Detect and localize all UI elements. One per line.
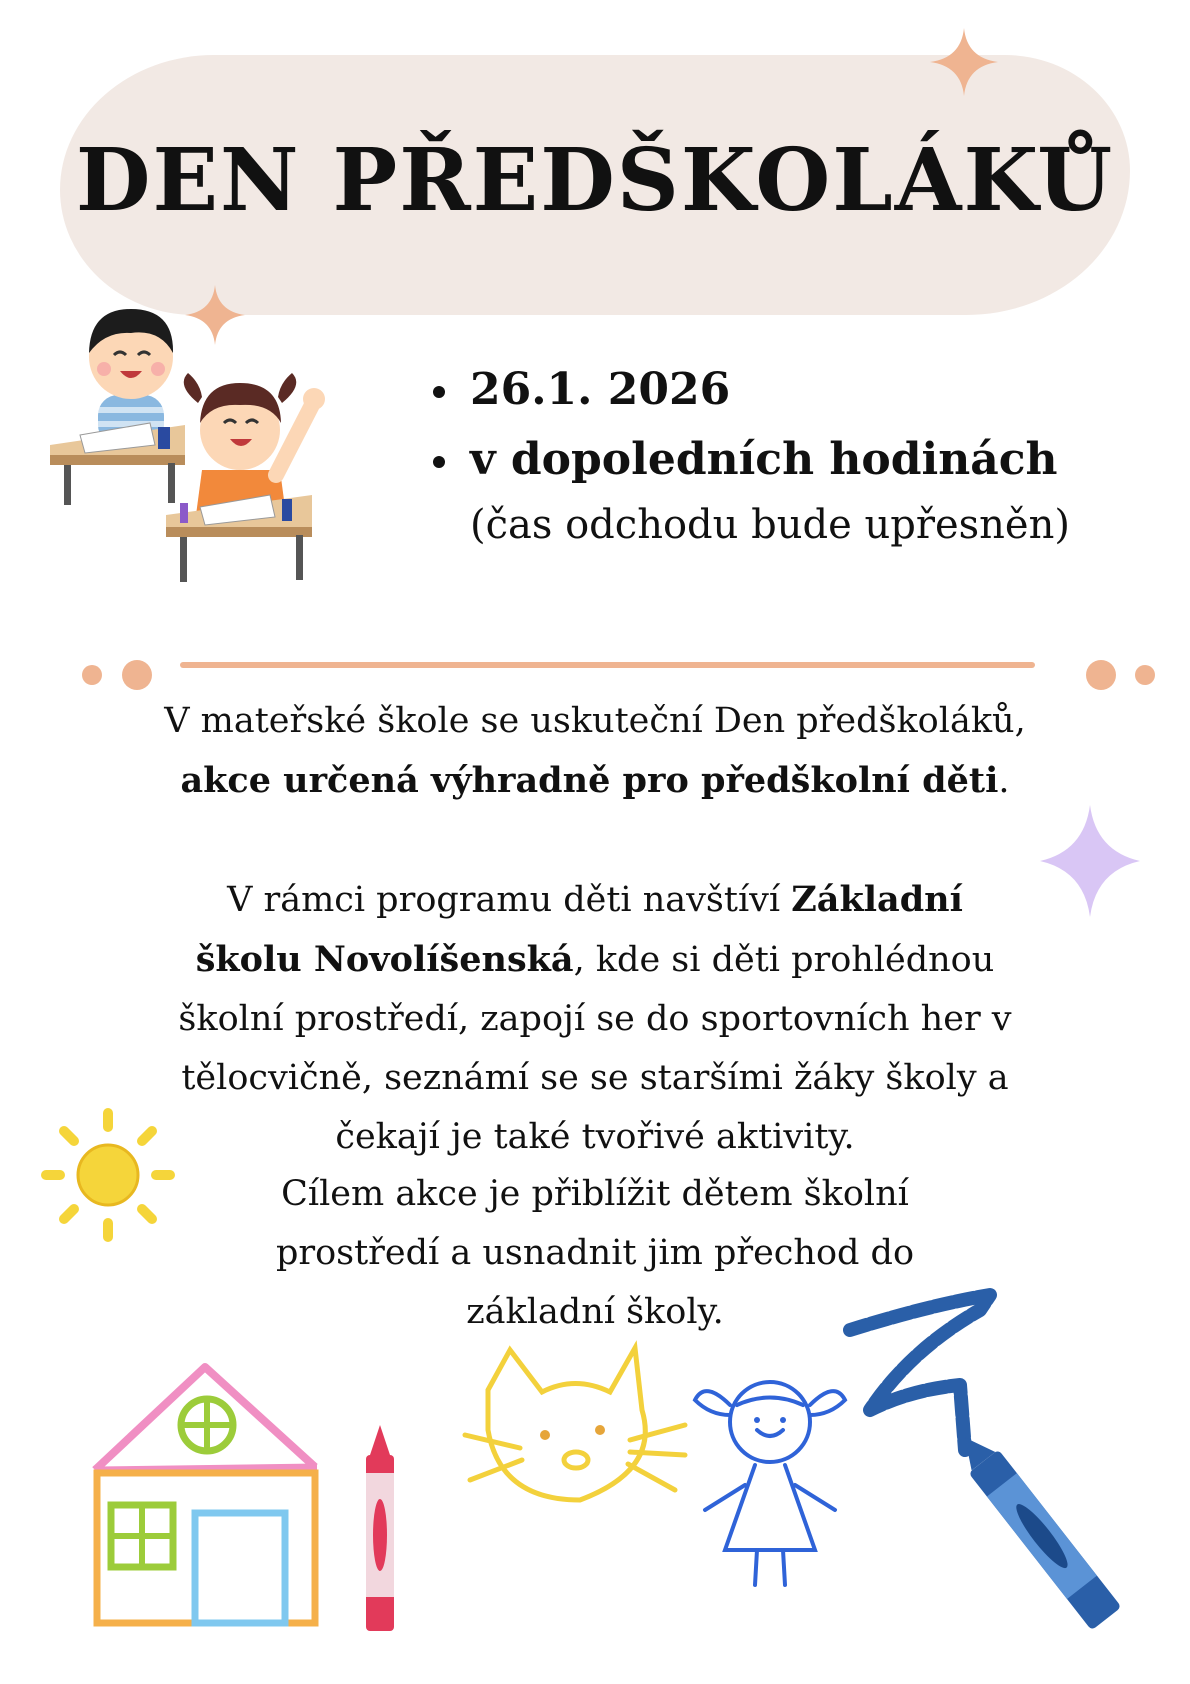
crayon-blue (960, 1440, 1130, 1640)
sun-drawing (38, 1105, 178, 1245)
sparkle-icon (930, 28, 998, 96)
program-text-rest: , kde si děti prohlédnou školní prostředí, zapojí se do sportovních her v tělocvičně, seznámí se se staršími žáky školy a čekají je také tvořivé aktivity. (178, 940, 1012, 1157)
crayon-red (360, 1425, 400, 1635)
event-note: (čas odchodu bude upřesněn) (470, 502, 1070, 548)
program-bold: Základní školu Novolíšenská (195, 879, 963, 980)
intro-paragraph (0, 692, 1190, 811)
event-date (430, 355, 1150, 425)
girl-drawing (685, 1360, 855, 1590)
intro-bold: akce určená výhradně pro předškolní děti (180, 760, 999, 801)
intro-end: . (998, 761, 1010, 801)
divider-dot (82, 665, 102, 685)
event-date-text: 26.1. 2026 (470, 364, 731, 415)
children-at-desks-illustration (50, 295, 350, 635)
event-time (430, 425, 1150, 495)
divider-dot (122, 660, 152, 690)
divider-dot (1086, 660, 1116, 690)
goal-paragraph: Cílem akce je přiblížit dětem školní prostředí a usnadnit jim přechod do základní školy. (275, 1174, 915, 1332)
event-details (430, 355, 1150, 557)
bullet-icon (433, 456, 445, 468)
divider-line (180, 662, 1035, 668)
cat-drawing (460, 1330, 690, 1540)
event-time-text: v dopoledních hodinách (470, 434, 1058, 485)
page-title: DEN PŘEDŠKOLÁKŮ (75, 130, 1115, 231)
divider-dot (1135, 665, 1155, 685)
intro-text: V mateřské škole se uskuteční Den předškoláků, (164, 701, 1026, 741)
bullet-icon (433, 386, 445, 398)
program-paragraph (0, 870, 1190, 1167)
program-text: V rámci programu děti navštíví (227, 880, 792, 920)
house-drawing (85, 1355, 345, 1635)
